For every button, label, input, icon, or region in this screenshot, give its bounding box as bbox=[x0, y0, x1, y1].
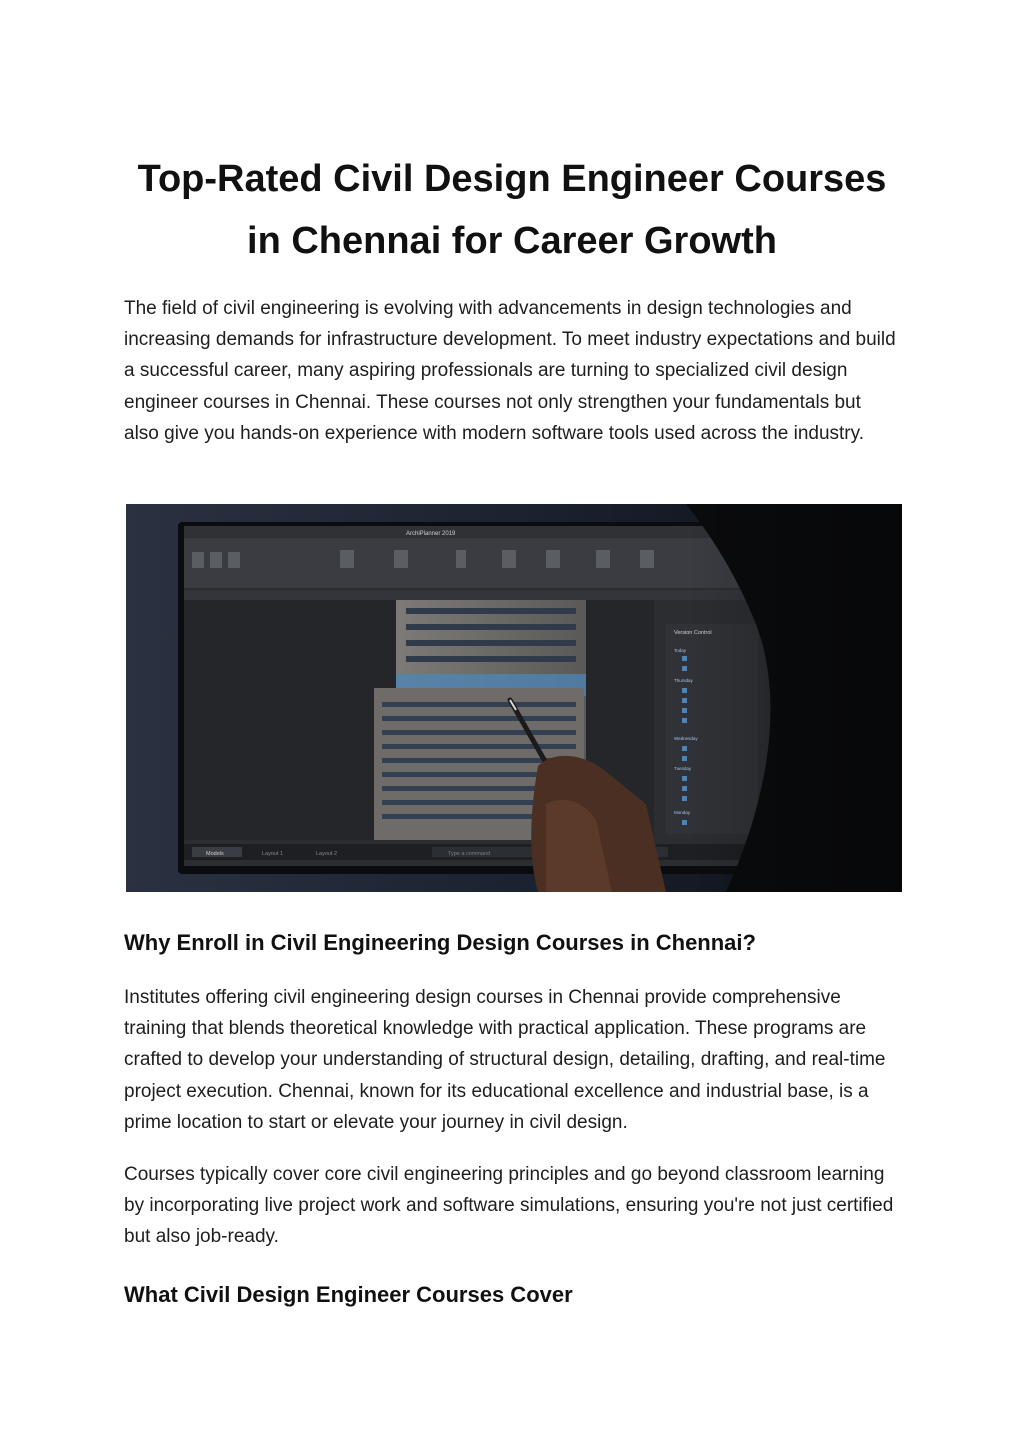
panel-title-text: Version Control bbox=[674, 630, 712, 636]
section-heading-what-courses-cover: What Civil Design Engineer Courses Cover bbox=[124, 1282, 573, 1307]
panel-group-today: Today bbox=[674, 648, 687, 653]
panel-group-monday: Monday bbox=[674, 810, 691, 815]
panel-group-thursday: Thursday bbox=[674, 678, 693, 683]
tab-layout-2: Layout 2 bbox=[316, 851, 338, 857]
section1-paragraph-2: Courses typically cover core civil engineering principles and go beyond classroom learning by incorporating live project work and software simulations, ensuring you're not just certified but also job-ready. bbox=[124, 1164, 894, 1248]
command-input-placeholder: Type a command bbox=[448, 851, 491, 857]
section1-paragraph-1: Institutes offering civil engineering design courses in Chennai provide comprehensive training that blends theoretical knowledge with practical application. These programs are crafted to develop your understanding of structural design, detailing, drafting, and real-time project execution. Chennai, known for its educational excellence and industrial base, is a prime location to start or elevate your journey in civil design. bbox=[124, 987, 886, 1133]
tab-layout-1: Layout 1 bbox=[262, 851, 284, 857]
document-title: Top-Rated Civil Design Engineer Courses in Chennai for Career Growth bbox=[137, 158, 887, 262]
panel-group-wednesday: Wednesday bbox=[674, 736, 698, 741]
panel-group-tuesday: Tuesday bbox=[674, 766, 692, 771]
section-heading-why-enroll: Why Enroll in Civil Engineering Design Courses in Chennai? bbox=[124, 930, 756, 955]
tab-models: Models bbox=[206, 851, 224, 857]
app-title-text: ArchiPlanner 2019 bbox=[406, 531, 456, 537]
intro-paragraph: The field of civil engineering is evolving with advancements in design technologies and increasing demands for infrastructure development. To meet industry expectations and build a successful career, many aspiring professionals are turning to specialized civil design engineer courses in Chennai. These courses not only strengthen your fundamentals but also give you hands-on experience with modern software tools used across the industry. bbox=[124, 298, 896, 444]
hero-image bbox=[126, 504, 902, 892]
